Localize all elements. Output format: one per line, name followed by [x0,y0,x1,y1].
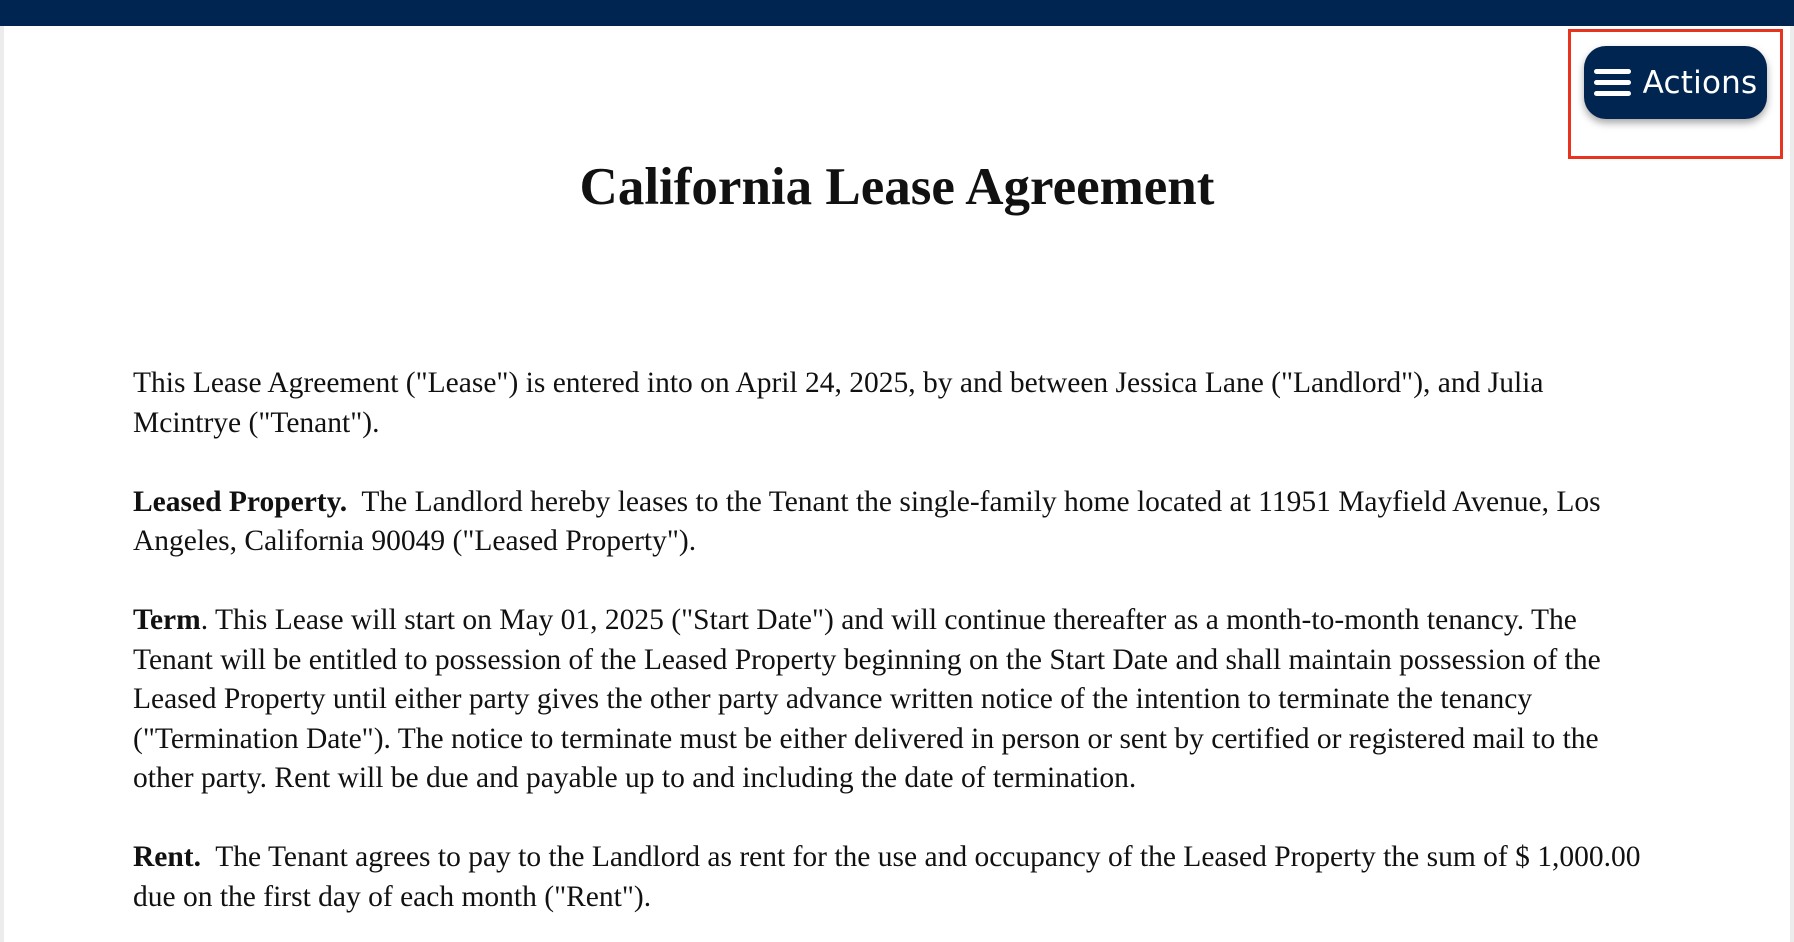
intro-paragraph: This Lease Agreement ("Lease") is entered into on April 24, 2025, by and between Jessica Lane ("Landlord"), and Julia Mcintrye ("Tenant"). [133,367,1544,439]
rent-heading: Rent. [133,841,202,873]
leased-property-heading: Leased Property. [133,485,348,518]
term-text: . This Lease will start on May 01, 2025 ("Start Date") and will continue thereafter as a month-to-month tenancy. The Tenant will be entitled to possession of the Leased Property beginning on the Start Date and shall maintain possession of the Leased Property until either party gives the other party advance written notice of the intention to terminate the tenancy ("Termination Date"). The notice to terminate must be either delivered in person or sent by certified or registered mail to the other party. Rent will be due and payable up to and including the date of termination. [133,604,1601,794]
rent-paragraph [133,838,1653,917]
term-paragraph [133,601,1653,799]
rent-text: The Tenant agrees to pay to the Landlord as rent for the use and occupancy of the Leased Property the sum of $ 1,000.00 due on the first day of each month ("Rent"). [133,841,1641,913]
term-heading: Term [133,604,201,636]
actions-button[interactable] [1584,46,1767,119]
leased-property-paragraph [133,483,1653,562]
leased-property-text: The Landlord hereby leases to the Tenant the single-family home located at 11951 Mayfield Avenue, Los Angeles, California 90049 ("Leased Property"). [133,485,1601,557]
document-body [133,364,1653,942]
top-bar [0,0,1794,26]
document-title: California Lease Agreement [579,158,1215,216]
hamburger-menu-icon [1594,69,1631,96]
actions-button-label: Actions [1642,64,1758,101]
